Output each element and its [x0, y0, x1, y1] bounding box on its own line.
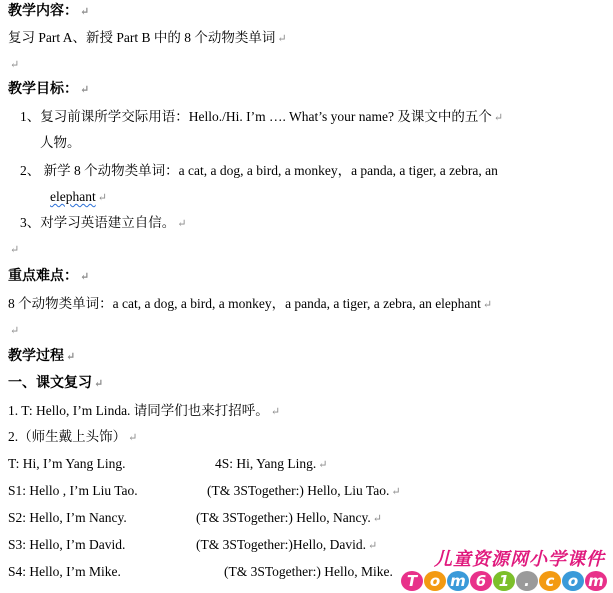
dialogue-line-right: 4S: Hi, Yang Ling. ↵: [215, 456, 328, 471]
site-watermark: [399, 545, 611, 591]
empty-paragraph: ↵: [10, 59, 20, 71]
watermark-logo-letter: 1: [493, 571, 515, 591]
goal-2-line-2: elephant ↵: [50, 189, 107, 204]
dialogue-line-left: S4: Hello, I’m Mike.: [8, 564, 121, 579]
dialogue-line-left: S1: Hello , I’m Liu Tao.: [8, 483, 138, 498]
heading-key-points: 重点难点： ↵: [8, 269, 90, 284]
empty-paragraph: ↵: [10, 244, 20, 256]
watermark-logo: [401, 571, 607, 591]
dialogue-line-right: (T& 3STogether:) Hello, Nancy. ↵: [196, 510, 382, 525]
goal-1-line-1: 1、复习前课所学交际用语：Hello./Hi. I’m …. What’s your name? 及课文中的五个 ↵: [20, 109, 504, 124]
dialogue-line-left: S2: Hello, I’m Nancy.: [8, 510, 127, 525]
teaching-content-text: 复习 Part A、新授 Part B 中的 8 个动物类单词 ↵: [8, 30, 287, 45]
heading-teaching-content: 教学内容： ↵: [8, 4, 90, 19]
heading-text-review: 一、课文复习 ↵: [8, 376, 104, 391]
watermark-logo-letter: 6: [470, 571, 492, 591]
watermark-logo-letter: o: [562, 571, 584, 591]
key-points-text: 8 个动物类单词：a cat, a dog, a bird, a monkey，a panda, a tiger, a zebra, an elephant ↵: [8, 296, 493, 311]
goal-3: 3、对学习英语建立自信。 ↵: [20, 215, 187, 230]
empty-paragraph: ↵: [10, 325, 20, 337]
goal-2-line-1: 2、 新学 8 个动物类单词：a cat, a dog, a bird, a monkey，a panda, a tiger, a zebra, an: [20, 163, 498, 178]
watermark-logo-letter: o: [424, 571, 446, 591]
watermark-logo-letter: T: [401, 571, 423, 591]
dialogue-line-left: S3: Hello, I’m David.: [8, 537, 126, 552]
watermark-text: 儿童资源网小学课件: [434, 549, 605, 570]
dialogue-line-right: (T& 3STogether:)Hello, David. ↵: [196, 537, 378, 552]
process-step-2: 2.（师生戴上头饰） ↵: [8, 429, 138, 444]
heading-teaching-goals: 教学目标： ↵: [8, 82, 90, 97]
dialogue-line-left: T: Hi, I’m Yang Ling.: [8, 456, 126, 471]
goal-1-line-2: 人物。: [40, 135, 81, 150]
dialogue-line-right: (T& 3STogether:) Hello, Liu Tao. ↵: [207, 483, 401, 498]
dialogue-line-right: (T& 3STogether:) Hello, Mike.: [224, 564, 393, 579]
watermark-logo-letter: c: [539, 571, 561, 591]
heading-teaching-process: 教学过程 ↵: [8, 349, 76, 364]
process-step-1: 1. T: Hello, I’m Linda. 请同学们也来打招呼。 ↵: [8, 403, 281, 418]
watermark-logo-letter: m: [585, 571, 607, 591]
watermark-logo-letter: .: [516, 571, 538, 591]
watermark-logo-letter: m: [447, 571, 469, 591]
